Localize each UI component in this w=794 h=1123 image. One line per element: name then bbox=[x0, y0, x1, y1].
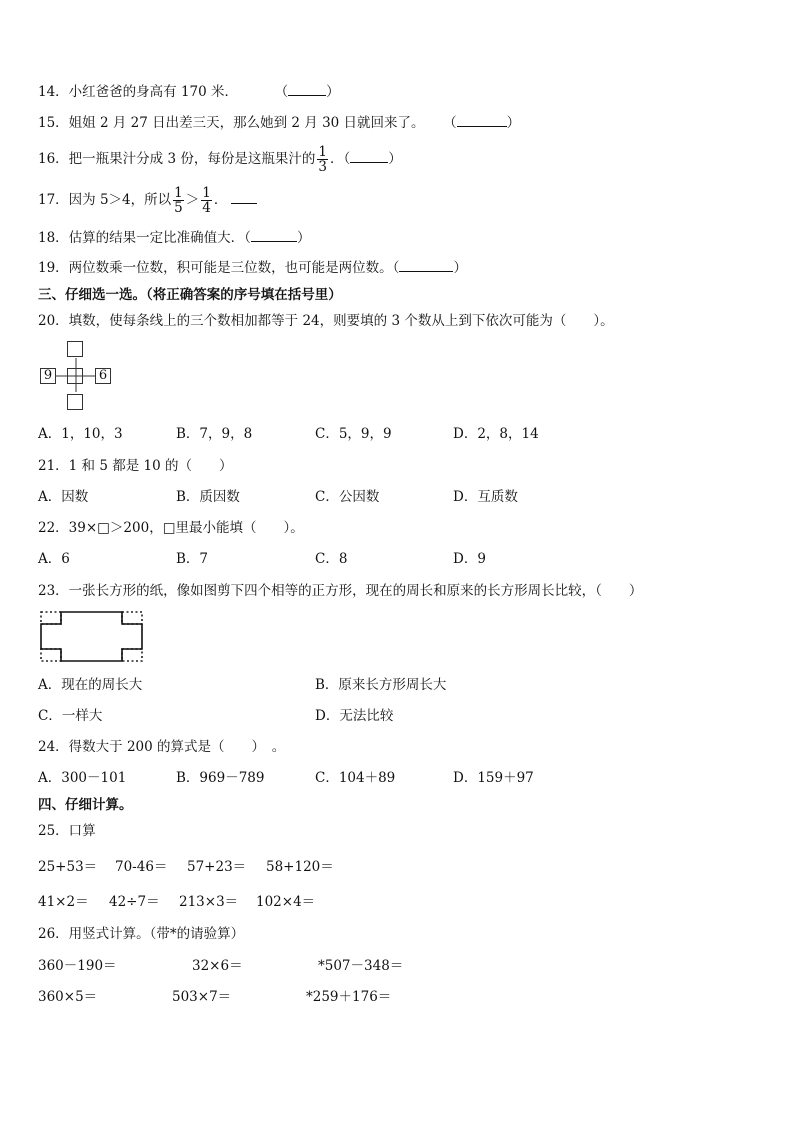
calc-item: 360－190＝ bbox=[38, 958, 117, 974]
calc-item: 503×7＝ bbox=[172, 989, 232, 1005]
calc-item: 57+23＝ bbox=[187, 859, 247, 875]
option-d[interactable]: D．9 bbox=[453, 551, 486, 567]
calc-item: 102×4＝ bbox=[256, 894, 316, 910]
question-18: 18．估算的结果一定比准确值大．（ ） bbox=[38, 230, 311, 246]
option-b[interactable]: B．969－789 bbox=[176, 770, 265, 786]
answer-blank[interactable] bbox=[251, 229, 297, 242]
option-c[interactable]: C．公因数 bbox=[315, 489, 380, 505]
fraction: $\frac{1}{5}$ bbox=[174, 185, 183, 216]
option-d[interactable]: D．159＋97 bbox=[453, 770, 534, 786]
option-c[interactable]: C．一样大 bbox=[38, 708, 103, 724]
calc-item: 42÷7＝ bbox=[109, 894, 160, 910]
option-a[interactable]: A．300－101 bbox=[38, 770, 127, 786]
option-a[interactable]: A．因数 bbox=[38, 489, 89, 505]
option-b[interactable]: B．质因数 bbox=[176, 489, 240, 505]
question-23: 23．一张长方形的纸，像如图剪下四个相等的正方形，现在的周长和原来的长方形周长比较，（ ） bbox=[38, 583, 643, 599]
answer-blank[interactable] bbox=[288, 83, 326, 96]
fraction: $\frac{1}{4}$ bbox=[202, 185, 211, 216]
calc-item: 41×2＝ bbox=[38, 894, 89, 910]
section-heading-3: 三、仔细选一选。（将正确答案的序号填在括号里） bbox=[38, 287, 342, 303]
option-b[interactable]: B．7，9，8 bbox=[176, 426, 253, 442]
question-16: 16．把一瓶果汁分成 3 份，每份是这瓶果汁的 $\frac{1}{3}$ ．（ ） bbox=[38, 144, 402, 175]
calc-item: 25+53＝ bbox=[38, 859, 98, 875]
question-14: 14．小红爸爸的身高有 170 米． （ ） bbox=[38, 84, 340, 100]
question-15: 15．姐姐 2 月 27 日出差三天，那么她到 2 月 30 日就回来了。 （ ） bbox=[38, 115, 521, 131]
calc-item: *507－348＝ bbox=[318, 958, 404, 974]
question-20: 20．填数，使每条线上的三个数相加都等于 24，则要填的 3 个数从上到下依次可能为（ ）。 bbox=[38, 313, 614, 329]
option-a[interactable]: A．6 bbox=[38, 551, 70, 567]
question-24: 24．得数大于 200 的算式是（ ） 。 bbox=[38, 739, 286, 755]
blank-box-bottom[interactable] bbox=[67, 394, 83, 410]
section-heading-4: 四、仔细计算。 bbox=[38, 797, 133, 813]
calc-item: 32×6＝ bbox=[192, 958, 243, 974]
question-22: 22．39×□＞200，□里最小能填（ ）。 bbox=[38, 520, 304, 536]
blank-box-top[interactable] bbox=[67, 341, 83, 357]
question-19: 19．两位数乘一位数，积可能是三位数，也可能是两位数。（ ） bbox=[38, 260, 467, 276]
calc-item: 58+120＝ bbox=[266, 859, 334, 875]
option-b[interactable]: B．原来长方形周长大 bbox=[315, 677, 447, 693]
question-25: 25．口算 bbox=[38, 823, 96, 839]
option-d[interactable]: D．2，8，14 bbox=[453, 426, 539, 442]
answer-blank[interactable] bbox=[457, 114, 507, 127]
question-21: 21．1 和 5 都是 10 的（ ） bbox=[38, 458, 233, 474]
option-c[interactable]: C．8 bbox=[315, 551, 348, 567]
option-b[interactable]: B．7 bbox=[176, 551, 209, 567]
answer-blank[interactable] bbox=[231, 191, 257, 204]
blank-box-center[interactable] bbox=[67, 368, 83, 384]
calc-item: 213×3＝ bbox=[179, 894, 239, 910]
number-box-right: 6 bbox=[95, 368, 111, 384]
number-box-left: 9 bbox=[40, 368, 56, 384]
option-c[interactable]: C．5，9，9 bbox=[315, 426, 392, 442]
calc-item: 360×5＝ bbox=[38, 989, 98, 1005]
option-c[interactable]: C．104＋89 bbox=[315, 770, 396, 786]
question-17: 17．因为 5＞4，所以 $\frac{1}{5}$ ＞ $\frac{1}{4}$ ． bbox=[38, 183, 257, 217]
cut-rectangle-figure bbox=[40, 611, 146, 665]
calc-item: *259＋176＝ bbox=[306, 989, 392, 1005]
question-26: 26．用竖式计算。（带*的请验算） bbox=[38, 926, 245, 942]
option-a[interactable]: A．1，10，3 bbox=[38, 426, 123, 442]
calc-item: 70-46＝ bbox=[115, 859, 168, 875]
fraction: $\frac{1}{3}$ bbox=[318, 144, 327, 175]
option-d[interactable]: D．无法比较 bbox=[315, 708, 394, 724]
answer-blank[interactable] bbox=[399, 259, 453, 272]
option-d[interactable]: D．互质数 bbox=[453, 489, 518, 505]
answer-blank[interactable] bbox=[350, 150, 388, 163]
option-a[interactable]: A．现在的周长大 bbox=[38, 677, 143, 693]
